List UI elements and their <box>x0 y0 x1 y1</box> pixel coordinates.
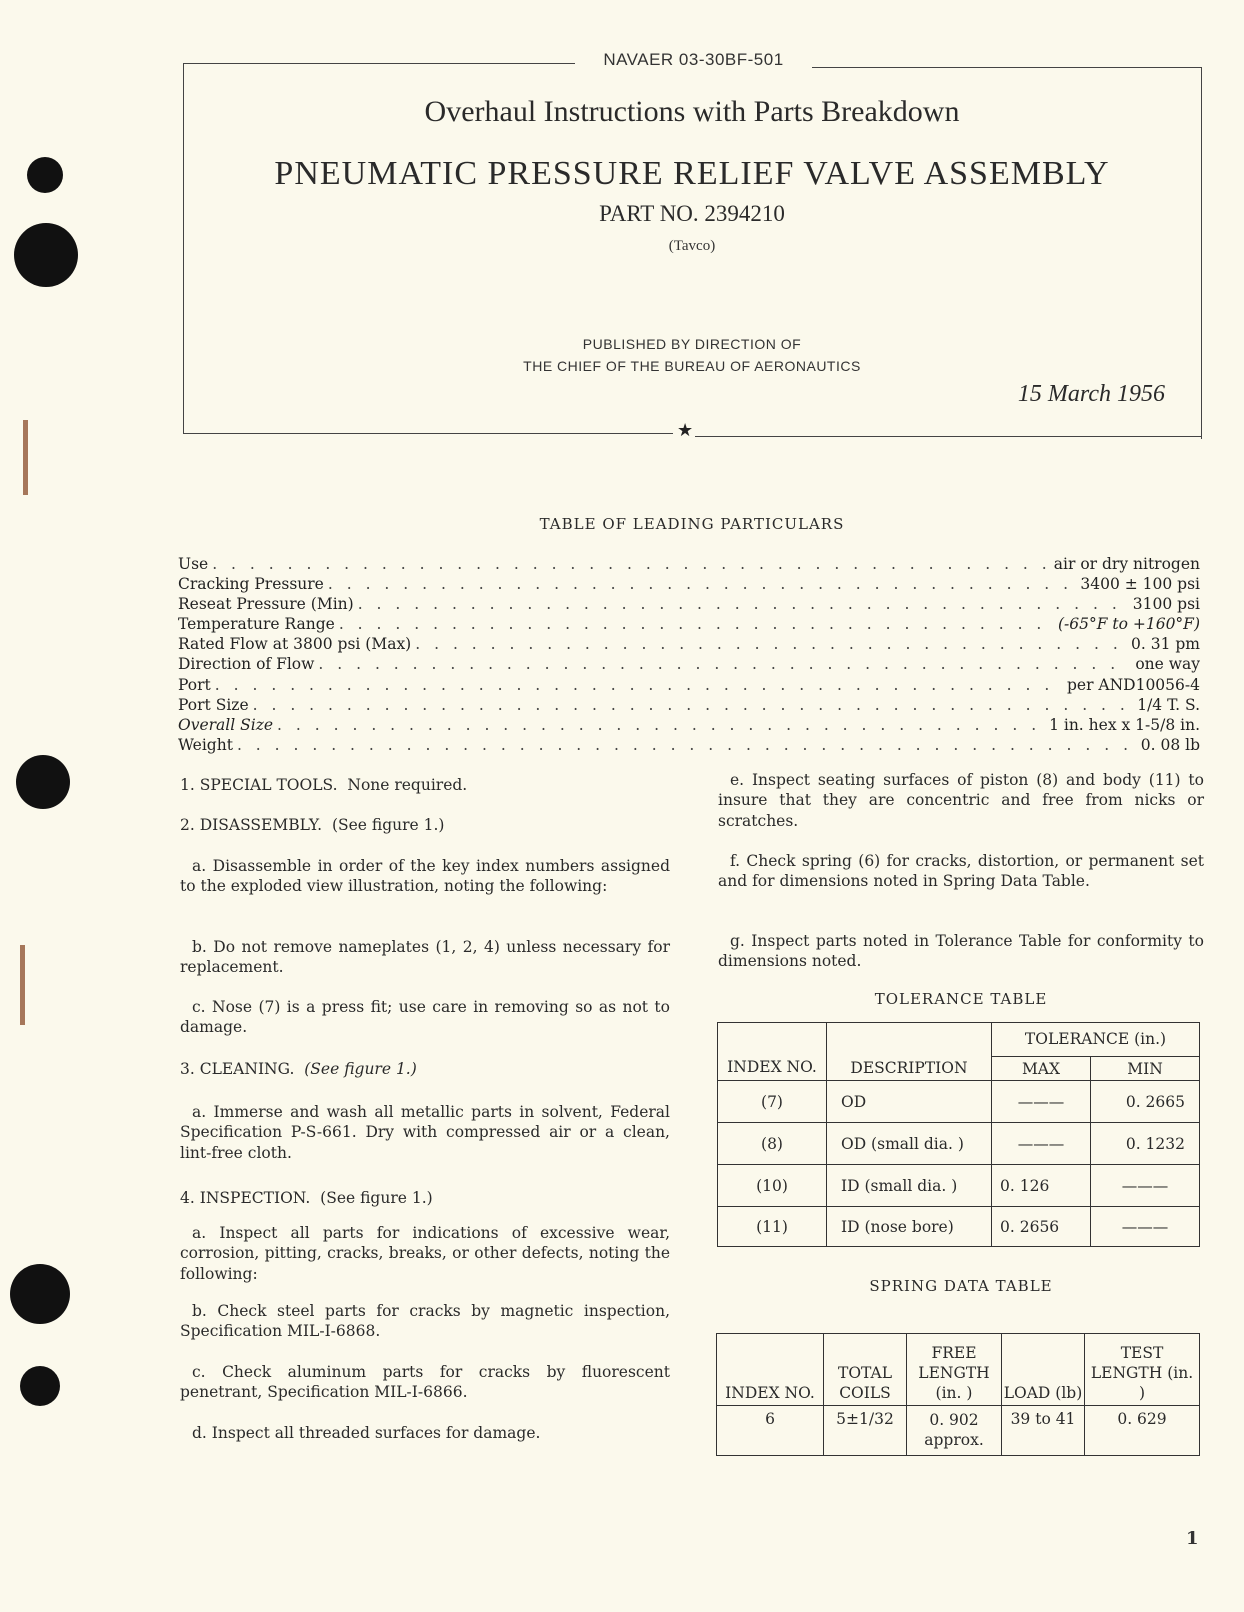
paragraph-4a: a. Inspect all parts for indications of excessive wear, corrosion, pitting, cracks, breaks, or other defects, noting the following: <box>180 1224 670 1283</box>
cell-min: ——— <box>1091 1165 1200 1207</box>
leader-dots <box>358 594 1127 614</box>
rust-stain-2 <box>20 945 25 1025</box>
cell-max: ——— <box>992 1123 1091 1165</box>
leader-dots <box>253 695 1132 715</box>
header-free-length: FREE LENGTH (in. ) <box>907 1334 1002 1406</box>
paragraph-3a: a. Immerse and wash all metallic parts in solvent, Federal Specification P-S-661. Dry with compressed air or a clean, lint-free cloth. <box>180 1103 670 1162</box>
cell-index: (11) <box>718 1207 827 1247</box>
particular-row <box>178 695 1200 715</box>
section-cleaning <box>180 1059 417 1079</box>
header-index: INDEX NO. <box>718 1023 827 1081</box>
cell-min: 0. 1232 <box>1091 1123 1200 1165</box>
cell-description: OD (small dia. ) <box>827 1123 992 1165</box>
header-test-length: TEST LENGTH (in. ) <box>1085 1334 1200 1406</box>
cell-index: (7) <box>718 1081 827 1123</box>
leading-particulars-table <box>178 554 1200 755</box>
tolerance-table <box>717 1022 1200 1247</box>
figure-reference: (See figure 1.) <box>304 1060 417 1078</box>
paragraph-2c: c. Nose (7) is a press fit; use care in removing so as not to damage. <box>180 998 670 1037</box>
cell-index: (8) <box>718 1123 827 1165</box>
header-description: DESCRIPTION <box>827 1023 992 1081</box>
document-subject: PNEUMATIC PRESSURE RELIEF VALVE ASSEMBLY <box>274 155 1110 192</box>
star-icon: ★ <box>677 420 694 441</box>
cell-min: 0. 2665 <box>1091 1081 1200 1123</box>
frame-line <box>812 67 1202 68</box>
particular-value: 0. 31 pm <box>1131 635 1200 654</box>
particular-value: 1 in. hex x 1-5/8 in. <box>1049 715 1200 734</box>
leading-particulars-title: TABLE OF LEADING PARTICULARS <box>539 515 845 533</box>
cell-total-coils: 5±1/32 <box>824 1406 907 1456</box>
section-heading: 4. INSPECTION. <box>180 1189 311 1207</box>
cell-index: 6 <box>717 1406 824 1456</box>
particular-label: Cracking Pressure <box>178 575 324 594</box>
particular-label: Port <box>178 675 211 694</box>
section-special-tools <box>180 775 467 795</box>
particular-row <box>178 594 1200 614</box>
punch-hole-4 <box>10 1264 70 1324</box>
published-line-1: PUBLISHED BY DIRECTION OF <box>582 336 802 352</box>
section-heading: 3. CLEANING. <box>180 1060 295 1078</box>
particular-row <box>178 634 1200 654</box>
paragraph-4b: b. Check steel parts for cracks by magnetic inspection, Specification MIL-I-6868. <box>180 1302 670 1341</box>
frame-line <box>183 433 673 434</box>
particular-row <box>178 735 1200 755</box>
header-tolerance: TOLERANCE (in.) <box>992 1023 1200 1057</box>
particular-label: Reseat Pressure (Min) <box>178 595 354 614</box>
cell-max: 0. 126 <box>992 1165 1091 1207</box>
leader-dots <box>318 654 1129 674</box>
part-number: PART NO. 2394210 <box>599 201 785 226</box>
document-title: Overhaul Instructions with Parts Breakdown <box>424 95 960 128</box>
particular-value: 0. 08 lb <box>1140 735 1200 754</box>
cell-description: OD <box>827 1081 992 1123</box>
rust-stain-1 <box>23 420 28 495</box>
paragraph-4f: f. Check spring (6) for cracks, distortion, or permanent set and for dimensions noted in Spring Data Table. <box>718 852 1204 891</box>
table-row <box>718 1123 1200 1165</box>
leader-dots <box>215 675 1061 695</box>
header-min: MIN <box>1091 1057 1200 1081</box>
section-heading: 1. SPECIAL TOOLS. <box>180 776 338 794</box>
particular-value: one way <box>1135 655 1200 674</box>
section-text: None required. <box>347 776 468 794</box>
frame-line <box>183 63 575 64</box>
table-row <box>717 1406 1200 1456</box>
leader-dots <box>237 735 1135 755</box>
cell-max: ——— <box>992 1081 1091 1123</box>
cell-max: 0. 2656 <box>992 1207 1091 1247</box>
leader-dots <box>212 554 1048 574</box>
paragraph-2b: b. Do not remove nameplates (1, 2, 4) unless necessary for replacement. <box>180 938 670 977</box>
paragraph-4c: c. Check aluminum parts for cracks by fluorescent penetrant, Specification MIL-I-6866. <box>180 1363 670 1402</box>
publication-date: 15 March 1956 <box>1017 381 1165 407</box>
particular-value: 3400 ± 100 psi <box>1080 575 1200 594</box>
punch-hole-2 <box>14 223 78 287</box>
punch-hole-1 <box>27 157 63 193</box>
leader-dots <box>277 715 1043 735</box>
particular-label: Rated Flow at 3800 psi (Max) <box>178 635 412 654</box>
particular-row <box>178 715 1200 735</box>
cell-test-length: 0. 629 <box>1085 1406 1200 1456</box>
header-max: MAX <box>992 1057 1091 1081</box>
section-heading: 2. DISASSEMBLY. <box>180 816 323 834</box>
frame-line <box>695 436 1201 437</box>
paragraph-4e: e. Inspect seating surfaces of piston (8) and body (11) to insure that they are concentric and free from nicks or scratches. <box>718 771 1204 830</box>
particular-label: Port Size <box>178 695 249 714</box>
cell-description: ID (small dia. ) <box>827 1165 992 1207</box>
particular-value: per AND10056-4 <box>1066 675 1200 694</box>
particular-row <box>178 554 1200 574</box>
tolerance-table-title: TOLERANCE TABLE <box>874 990 1048 1008</box>
table-row <box>718 1165 1200 1207</box>
cell-index: (10) <box>718 1165 827 1207</box>
punch-hole-5 <box>20 1366 60 1406</box>
particular-value: (-65°F to +160°F) <box>1057 615 1200 634</box>
particular-row <box>178 574 1200 594</box>
published-line-2: THE CHIEF OF THE BUREAU OF AERONAUTICS <box>523 358 861 374</box>
figure-reference: (See figure 1.) <box>331 816 445 834</box>
frame-line <box>1201 67 1202 439</box>
cell-free-length: 0. 902 approx. <box>907 1406 1002 1456</box>
section-disassembly <box>180 815 444 835</box>
paragraph-2a: a. Disassemble in order of the key index numbers assigned to the exploded view illustration, noting the following: <box>180 857 670 896</box>
particular-label: Direction of Flow <box>178 655 315 674</box>
header-total-coils: TOTAL COILS <box>824 1334 907 1406</box>
particular-label: Overall Size <box>178 715 274 734</box>
particular-label: Temperature Range <box>178 615 335 634</box>
leader-dots <box>328 574 1075 594</box>
cell-load: 39 to 41 <box>1002 1406 1085 1456</box>
particular-row <box>178 654 1200 674</box>
section-inspection <box>180 1188 433 1208</box>
particular-value: 1/4 T. S. <box>1137 695 1200 714</box>
leader-dots <box>415 634 1125 654</box>
particular-label: Weight <box>178 735 233 754</box>
table-row <box>718 1207 1200 1247</box>
punch-hole-3 <box>16 755 70 809</box>
leader-dots <box>339 614 1052 634</box>
paragraph-4g: g. Inspect parts noted in Tolerance Table for conformity to dimensions noted. <box>718 932 1204 971</box>
particular-value: 3100 psi <box>1132 595 1200 614</box>
page-number: 1 <box>1186 1528 1199 1549</box>
particular-label: Use <box>178 555 209 573</box>
spring-data-table <box>716 1333 1200 1456</box>
particular-row <box>178 614 1200 634</box>
spring-table-title: SPRING DATA TABLE <box>869 1277 1053 1295</box>
figure-reference: (See figure 1.) <box>320 1189 433 1207</box>
header-load: LOAD (lb) <box>1002 1334 1085 1406</box>
particular-value: air or dry nitrogen <box>1053 555 1200 573</box>
particular-row <box>178 675 1200 695</box>
paragraph-4d: d. Inspect all threaded surfaces for damage. <box>192 1424 541 1442</box>
cell-description: ID (nose bore) <box>827 1207 992 1247</box>
manufacturer: (Tavco) <box>668 238 716 254</box>
header-index: INDEX NO. <box>717 1334 824 1406</box>
document-id: NAVAER 03-30BF-501 <box>603 50 784 69</box>
table-row <box>718 1081 1200 1123</box>
cell-min: ——— <box>1091 1207 1200 1247</box>
